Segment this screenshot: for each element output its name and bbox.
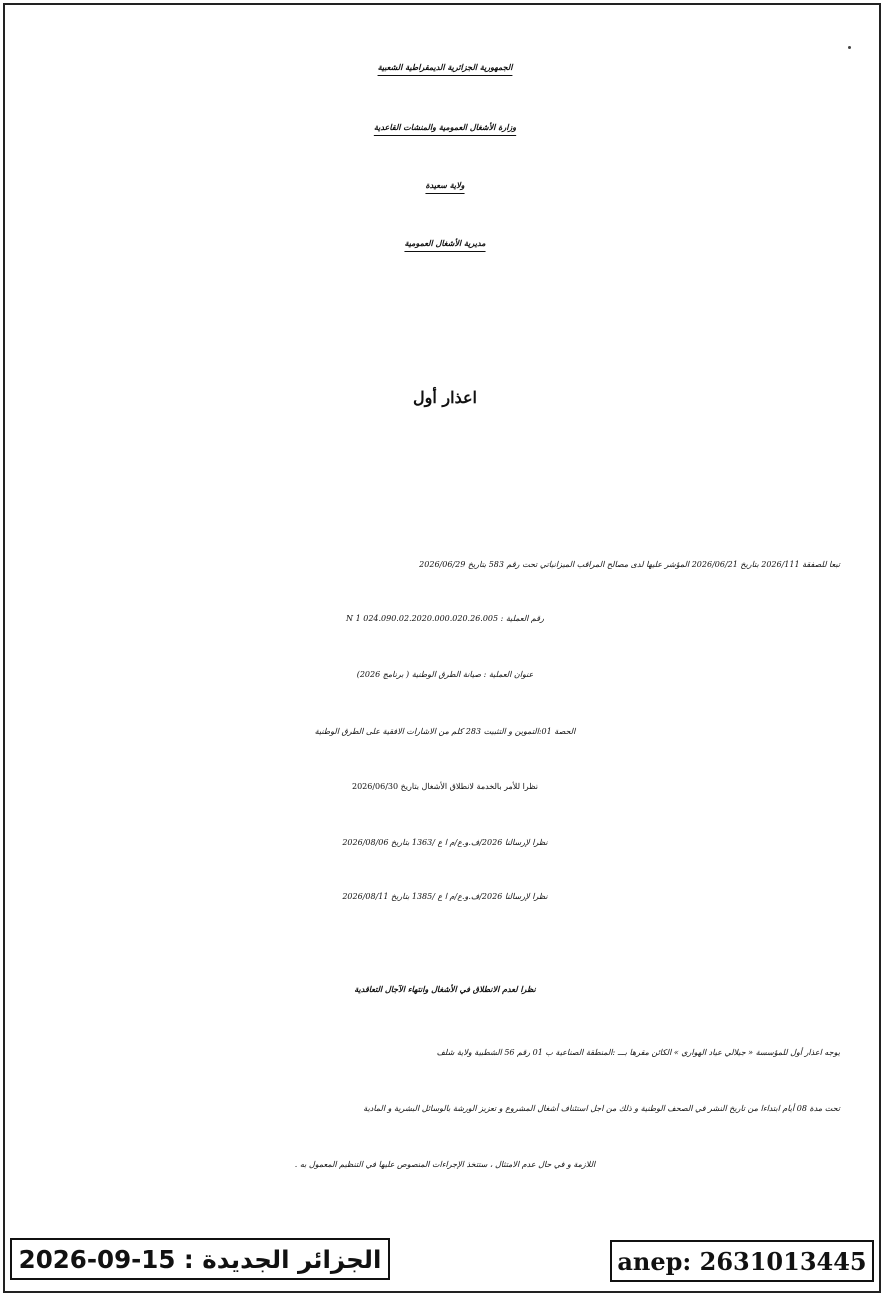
footer-newspaper: الجزائر الجديدة : 15-09-2026 (18, 1244, 382, 1274)
header-wilaya: ولاية سعيدة (425, 180, 465, 190)
body-line-service-order: نظرا للأمر بالخدمة لانطلاق الأشغال بتاريخ 2026/06/30 (351, 782, 538, 791)
body-heading: نظرا لعدم الانطلاق في الأشغال وانتهاء الآجال التعاقدية (354, 984, 536, 994)
body-paragraph-3: اللازمة و في حال عدم الامتثال ، ستتخذ الإجراءات المنصوص عليها في التنظيم المعمول به . (294, 1160, 596, 1169)
footer-anep: anep: 2631013445 (617, 1246, 867, 1276)
body-paragraph-2: تحت مدة 08 أيام ابتداءا من تاريخ النشر في الصحف الوطنية و ذلك من اجل استئناف أشغال المشروع و تعزيز الورشة بالوسائل البشرية و المادية (363, 1104, 840, 1113)
footer-anep-box (610, 1240, 874, 1282)
page-border (3, 3, 881, 1293)
header-ministry: وزارة الأشغال العمومية والمنشات القاعدية (373, 122, 517, 132)
scan-speck (848, 46, 851, 49)
body-line-letter-1: نظرا لإرسالنا 2026/ف.و.ع/م ا ع /1363 بتاريخ 2026/08/06 (342, 838, 548, 847)
body-line-letter-2: نظرا لإرسالنا 2026/ف.و.ع/م ا ع /1385 بتاريخ 2026/08/11 (342, 892, 548, 901)
footer-newspaper-box (10, 1238, 390, 1280)
document-title: اعذار أول (413, 388, 477, 407)
header-republic: الجمهورية الجزائرية الديمقراطية الشعبية (377, 62, 513, 72)
header-directorate: مديرية الأشغال العمومية (404, 238, 486, 248)
body-line-operation-title: عنوان العملية : صيانة الطرق الوطنية ( برنامج 2026) (356, 670, 534, 679)
body-line-lot: الحصة 01:التموين و التثبيت 283 كلم من الاشارات الافقية على الطرق الوطنية (314, 727, 576, 736)
body-paragraph-1: يوجه اعذار أول للمؤسسة « جيلالي عياد الهواري » الكائن مقرها بـــ :المنطقة الصناعية ب 01 رقم 56 الشطبية ولاية شلف (436, 1048, 840, 1057)
body-line-contract: تبعا للصفقة 2026/111 بتاريخ 2026/06/21 المؤشر عليها لدى مصالح المراقب الميزانياتي تحت رقم 583 بتاريخ 2026/06/29 (419, 560, 840, 569)
body-line-operation-number: رقم العملية : N 1 024.090.02.2020.000.020.26.005 (346, 614, 544, 623)
